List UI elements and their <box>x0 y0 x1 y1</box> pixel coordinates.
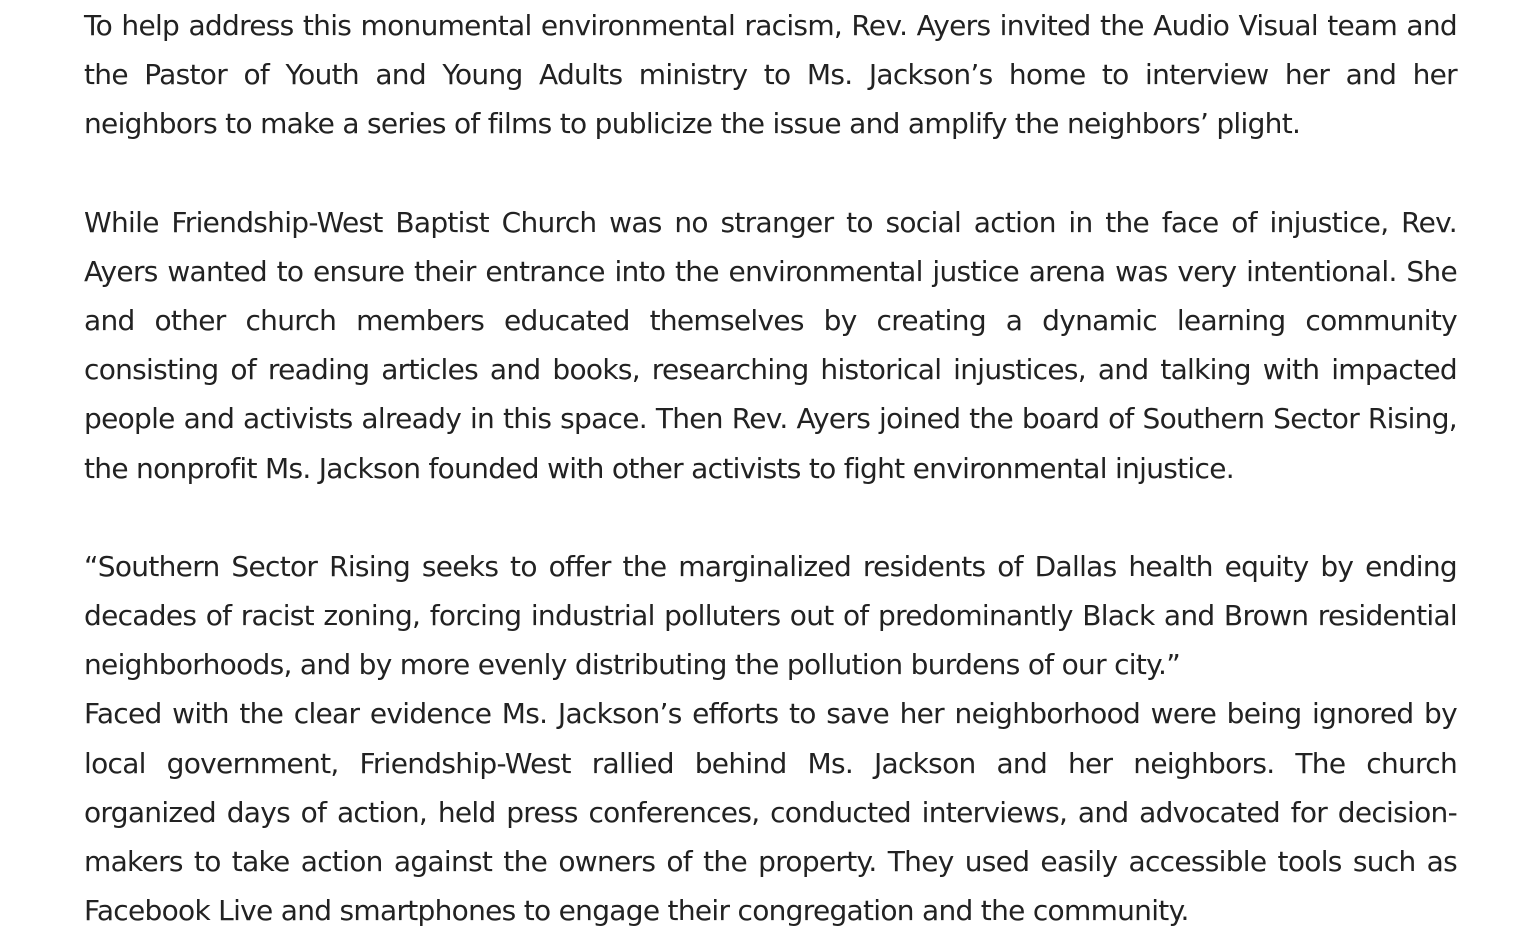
paragraph-learning-community: While Friendship-West Baptist Church was no stranger to social action in the face of injustice, Rev. Ayers wanted to ensure their entrance into the environmental justice arena was very intentional. She and other church members educated themselves by creating a dynamic learning community consisting of reading articles and books, researching historical injustices, and talking with impacted people and activists already in this space. Then Rev. Ayers joined the board of Southern Sector Rising, the nonprofit Ms. Jackson founded with other activists to fight environmental injustice. <box>84 205 1457 485</box>
paragraph-church-action: Faced with the clear evidence Ms. Jackson’s efforts to save her neighborhood were being ignored by local government, Friendship-West rallied behind Ms. Jackson and her neighbors. The church organized days of action, held press conferences, conducted interviews, and advocated for decision-makers to take action against the owners of the property. They used easily accessible tools such as Facebook Live and smartphones to engage their congregation and the community. <box>84 697 1457 928</box>
article-body <box>84 1 1457 935</box>
paragraph-environmental-racism: To help address this monumental environmental racism, Rev. Ayers invited the Audio Visual team and the Pastor of Youth and Young Adults ministry to Ms. Jackson’s home to interview her and her neighbors to make a series of films to publicize the issue and amplify the neighbors’ plight. <box>84 9 1457 141</box>
quote-southern-sector-rising: “Southern Sector Rising seeks to offer the marginalized residents of Dallas health equity by ending decades of racist zoning, forcing industrial polluters out of predominantly Black and Brown residential neighborhoods, and by more evenly distributing the pollution burdens of our city.” <box>84 549 1457 682</box>
